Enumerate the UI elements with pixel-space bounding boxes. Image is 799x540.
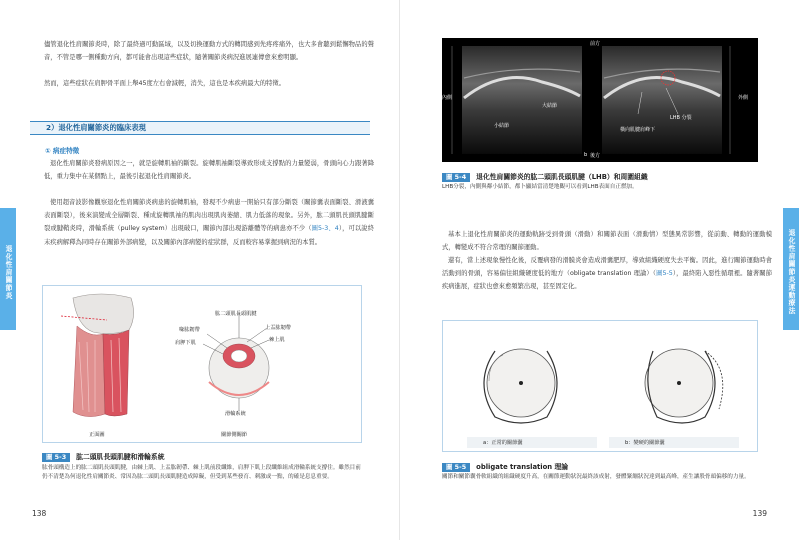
figure-ref-5-3-4[interactable]: 圖5-3、4 xyxy=(311,225,339,233)
us-label-tendon: 橫向肌腱肩峰下 xyxy=(620,127,656,133)
figure-5-5-tag: 圖 5-5 xyxy=(442,463,470,472)
body-text-1: 退化性肩關節炎發病原因之一，就是旋轉肌袖的斷裂。旋轉肌袖斷裂導致形成支撐點的力量變弱，骨頭向心力跟著降低，重力集中在某個點上，最後引起退化性肩關節炎。 xyxy=(44,160,374,181)
label-front-view: 正面圖 xyxy=(89,432,105,438)
section-heading: 2）退化性肩關節炎的臨床表現 xyxy=(30,121,370,135)
right-text-3: ），最終陷入惡性循環裡。隨著關節疾病進展，症狀也愈來愈頻繁出現，甚至固定化。 xyxy=(442,270,772,291)
ultrasound-image xyxy=(442,38,758,162)
figure-ref-5-5[interactable]: 圖5-5 xyxy=(656,270,673,278)
label-supra: 棘上肌 xyxy=(269,337,285,343)
us-label-lhb: LHB 分裂 xyxy=(670,115,692,121)
figure-5-3-box xyxy=(42,285,362,443)
figure-5-3-title: 肱二頭肌長頭肌腱和滑輪系統 xyxy=(76,453,165,461)
us-label-lesser: 小結節 xyxy=(494,123,510,129)
figure-5-4-title: 退化性肩關節炎的肱二頭肌長頭肌腱（LHB）和周圍組織 xyxy=(476,173,648,181)
label-lhb: 肱二頭肌長頭肌腱 xyxy=(215,311,257,317)
intro-paragraph-1 xyxy=(44,38,374,64)
body-text-2: 使用超音波影像觀察退化性肩關節炎病患的旋轉肌袖，發現不少病患一開始只有部分斷裂（關節囊表面斷裂、滑液囊表面斷裂），後來演變成全層斷裂、種成旋轉肌袖的肌肉出現肌肉萎縮、肌力低落的現象。另外，肱二頭肌長頭肌腱斷裂或腱鞘炎時，滑輪系統（pulley system）出現破口，關節內部出現游離體等的病患亦不少（ xyxy=(44,199,374,233)
left-page xyxy=(0,0,399,540)
figure-5-4-caption xyxy=(442,171,648,182)
right-text-2: 還有，當上述現象慢性化後，反覆病發的滑膜炎會造成滑囊肥厚，導致組織硬度失去平衡。因此，進行關節運動時會活動到的骨頭，容易偏往組織硬度低的地方（obligate translation 理論）（ xyxy=(442,257,772,278)
label-sub: 肩胛下肌 xyxy=(175,340,196,346)
figure-5-5-caption xyxy=(442,461,568,472)
right-text-1: 基本上退化性肩關節炎的運動軌跡受到骨頭（滑動）和關節表面（滑動情）型態異常影響，從前動、轉動的運動模式，轉變成不符合常理的關節運動。 xyxy=(442,231,772,252)
shoulder-anatomy-illustration xyxy=(43,286,361,442)
us-label-bottom: 後方 xyxy=(590,153,601,159)
us-label-right: 外側 xyxy=(738,95,749,101)
figure-5-4-note: LHB分裂，內側與鄰小結節，都卜顯結當清楚地觀可以看到LHB表面自正燃加。 xyxy=(442,184,638,190)
subheading: ① 病症特徵 xyxy=(45,147,80,155)
right-paragraph-2 xyxy=(442,254,772,294)
figure-5-3-tag: 圖 5-3 xyxy=(42,453,70,462)
figure-5-3-caption xyxy=(42,451,165,462)
stiff-capsule-diagram xyxy=(645,349,723,423)
side-tab-right: 退化性肩關節炎運動療法 xyxy=(783,208,799,330)
figure-5-5-sub-a: a：正常的關節囊 xyxy=(483,440,523,446)
us-label-left: 內側 xyxy=(442,95,453,101)
figure-5-4-tag: 圖 5-4 xyxy=(442,173,470,182)
label-sgh: 上盂肱韌帶 xyxy=(265,325,291,331)
figure-5-5-sub-b: b：變硬的關節囊 xyxy=(625,440,665,446)
right-paragraph-1 xyxy=(442,228,772,254)
obligate-translation-diagram xyxy=(443,321,757,451)
figure-5-3-note: 肱骨頭構造上的肱二頭肌長頭肌腱，由棘上肌、上盂肱韌帶、棘上肌前段纖維，肩胛下肌上段纖維組成滑輪系統支撐住。雖然目前仍不清楚為何退化性肩關節炎、常因為肱二頭肌長頭肌腱造成障礙，但受到某些發育、刺激或一點，的確是息息重要。 xyxy=(42,465,361,480)
figure-5-5-box xyxy=(442,320,758,452)
figure-5-5-title: obligate translation 理論 xyxy=(476,463,569,471)
normal-capsule-diagram xyxy=(484,349,557,423)
page-number-right: 139 xyxy=(752,509,767,518)
us-label-greater: 大結節 xyxy=(542,103,558,109)
page-number-left: 138 xyxy=(32,509,47,518)
label-capsule: 喙肱韌帶 xyxy=(179,327,200,333)
us-label-top: 前方 xyxy=(590,41,601,47)
intro-text-2: 然而，這些症狀在肩胛骨平面上舉45度左右會減輕，消失，這也是本疾病最大的特徵。 xyxy=(44,80,285,87)
ultrasound-scan xyxy=(442,38,758,162)
label-joint-view: 關節側關節 xyxy=(221,432,247,438)
us-label-scale: b xyxy=(584,152,588,158)
side-tab-left: 退化性肩關節炎 xyxy=(0,208,16,330)
shoulder-front-view xyxy=(61,294,134,417)
right-page xyxy=(400,0,799,540)
figure-5-5-note: 關節和關節囊骨軟組織的組織硬度升高，在關節運動狀況最終該成射，發體緊繃狀況達到最高峰，產生讓股骨頭偏移的力量。 xyxy=(442,474,750,480)
intro-text-1: 儘管退化性肩關節炎時，除了最終過可動區域，以及切換運動方式的轉間感到先疼疼痛外，也大多會聽到鬆懈物品的聲音，不管是哪一側種動方向，都可能會出現這些症狀，隨著關節炎病況進展連傳愈來愈明顯。 xyxy=(44,41,374,62)
label-pulley: 滑輪系統 xyxy=(225,411,246,417)
body-paragraph-2 xyxy=(44,196,374,249)
body-text-3: ），可以說終末疾病解釋為同時存在關節外部病變，以及關節內部病變的症狀群，反而較容易掌握到病況的本質。 xyxy=(44,225,374,246)
body-paragraph-1 xyxy=(44,157,374,183)
joint-side-view xyxy=(203,312,269,410)
intro-paragraph-2 xyxy=(44,77,374,90)
